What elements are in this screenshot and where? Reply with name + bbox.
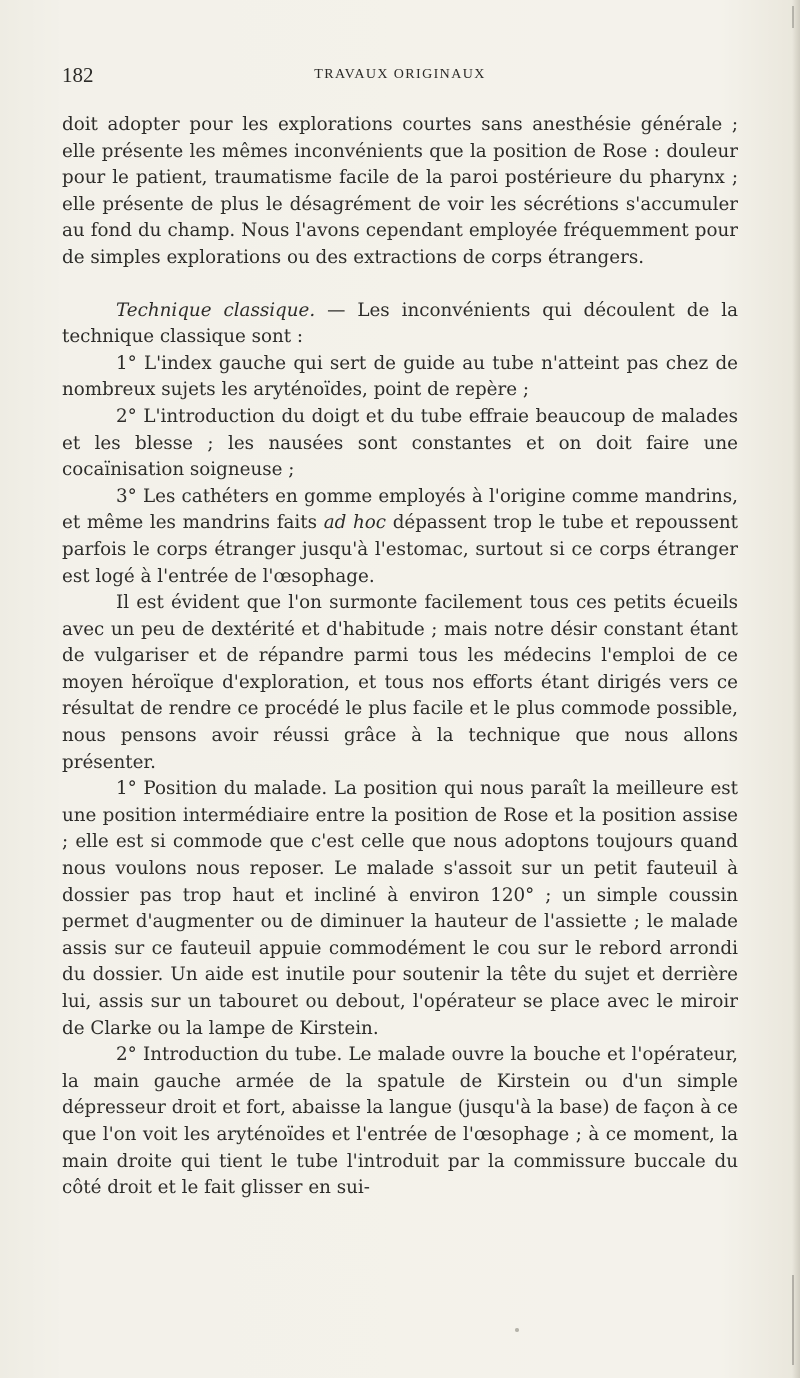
paragraph-gap [62,272,738,298]
running-head: TRAVAUX ORIGINAUX [314,67,486,82]
paragraph-5-after: dépassent trop le tube et repoussent parfois le corps étranger jusqu'à l'estomac, surtout si ce corps étranger est logé à l'entrée de l'œsophage. [62,512,739,587]
paragraph-6: Il est évident que l'on surmonte facilement tous ces petits écueils avec un peu de dextérité et d'habitude ; mais notre désir constant étant de vulgariser et de répandre parmi tous les médecins l'emploi de ce moyen héroïque d'exploration, et tous nos efforts étant dirigés vers ce résultat de rendre ce procédé le plus facile et le plus commode possible, nous pensons avoir réussi grâce à la technique que nous allons présenter. [62,592,738,773]
paragraph-5 [62,484,738,590]
page-edge-mark-top [792,6,794,28]
paragraph-2 [62,298,738,351]
paragraph-3: 1° L'index gauche qui sert de guide au tube n'atteint pas chez de nombreux sujets les aryténoïdes, point de repère ; [62,352,738,401]
page-edge-shadow [792,0,800,1378]
paragraph-2-rest: — Les inconvénients qui découlent de la technique classique sont : [62,299,738,348]
paragraph-4: 2° L'introduction du doigt et du tube effraie beaucoup de malades et les blesse ; les nausées sont constantes et on doit faire une cocaïnisation soigneuse ; [62,405,738,481]
page-header [62,62,738,92]
paragraph-8: 2° Introduction du tube. Le malade ouvre la bouche et l'opérateur, la main gauche armée de la spatule de Kirstein ou d'un simple dépresseur droit et fort, abaisse la langue (jusqu'à la base) de façon à ce que l'on voit les aryténoïdes et l'entrée de l'œsophage ; à ce moment, la main droite qui tient le tube l'introduit par la commissure buccale du côté droit et le fait glisser en sui- [62,1044,738,1199]
italic-ad-hoc: ad hoc [323,512,387,534]
section-title: Technique classique. [116,299,316,321]
paragraph-1: doit adopter pour les explorations courtes sans anesthésie générale ; elle présente les mêmes inconvénients que la position de Rose : douleur pour le patient, traumatisme facile de la paroi postérieure du pharynx ; elle présente de plus le désagrément de voir les sécrétions s'accumuler au fond du champ. Nous l'avons cependant employée fréquemment pour de simples explorations ou des extractions de corps étrangers. [62,114,738,268]
paragraph-5-before: 3° Les cathéters en gomme employés à l'origine comme mandrins, et même les mandrins faits [62,485,738,534]
body-text [62,112,738,1202]
page-number: 182 [62,63,94,87]
paragraph-7: 1° Position du malade. La position qui nous paraît la meilleure est une position intermédiaire entre la position de Rose et la position assise ; elle est si commode que c'est celle que nous adoptons toujours quand nous voulons nous reposer. Le malade s'assoit sur un petit fauteuil à dossier pas trop haut et incliné à environ 120° ; un simple coussin permet d'augmenter ou de diminuer la hauteur de l'assiette ; le malade assis sur ce fauteuil appuie commodément le cou sur le rebord arrondi du dossier. Un aide est inutile pour soutenir la tête du sujet et derrière lui, assis sur un tabouret ou debout, l'opérateur se place avec le miroir de Clarke ou la lampe de Kirstein. [62,778,738,1039]
page-edge-mark-bottom [792,1275,794,1365]
paper-speck [515,1328,519,1332]
